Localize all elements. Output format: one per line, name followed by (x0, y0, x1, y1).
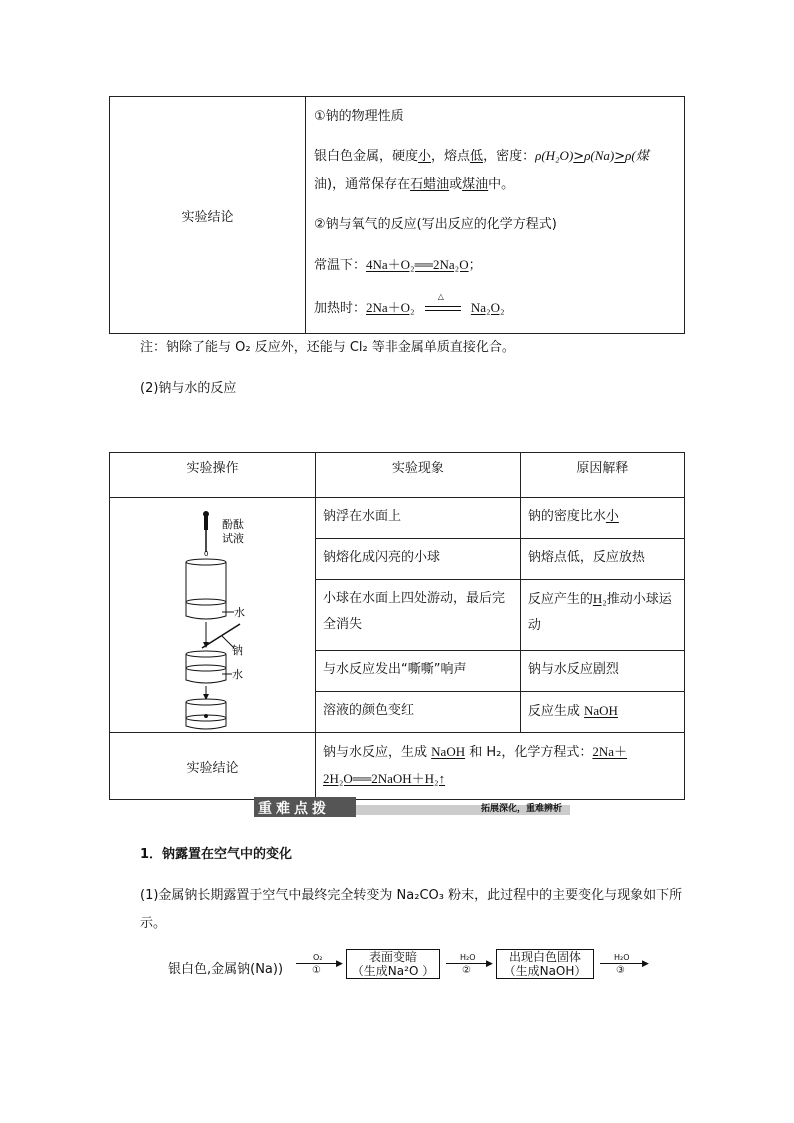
text: ； (468, 258, 482, 273)
flow-start: 银白色,金属钠(Na)) (168, 962, 284, 977)
gt-sign: > (573, 149, 585, 164)
phenomenon-1: 钠浮在水面上 (316, 498, 521, 539)
physical-line2 (314, 173, 514, 192)
text: 和 H₂，化学方程式： (469, 745, 593, 760)
physical-title: ①钠的物理性质 (314, 109, 404, 124)
box1-line2: （生成Na²O ） (351, 964, 435, 978)
text: 或 (449, 177, 463, 192)
sodium-label: 钠 (232, 644, 243, 657)
box2-line2: （生成NaOH） (503, 964, 587, 978)
svg-text:0: 0 (204, 550, 209, 558)
heat-condition-sign (425, 291, 461, 316)
phenomenon-3: 小球在水面上四处游动，最后完全消失 (316, 580, 521, 651)
text: 钠的密度比水 (527, 509, 606, 524)
equation-part-1: 2Na＋ (592, 744, 628, 759)
water-label-2: 水 (232, 668, 243, 681)
flow-step3-reagent: H₂O (614, 953, 630, 962)
header-reason: 原因解释 (520, 453, 684, 498)
text: 反应生成 (527, 704, 580, 719)
sodium-water-diagram (110, 498, 315, 730)
flow-step1-num: ① (312, 965, 321, 976)
density-oil: ρ(煤 (625, 148, 649, 163)
heat-condition: △ (437, 291, 444, 301)
heat-left: 2Na＋O₂ (366, 300, 415, 315)
text: ，熔点 (431, 149, 471, 164)
storage-1: 石蜡油 (410, 177, 450, 192)
table1-content (306, 97, 685, 334)
banner-subtitle: 拓展深化，重难辨析 (480, 804, 562, 814)
equation-part-2: 2H₂O══2NaOH＋H₂↑ (323, 771, 446, 786)
reason-3 (520, 580, 684, 651)
banner-title: 重难点拨 (258, 801, 330, 817)
indicator-label-2: 试液 (222, 532, 244, 545)
hardness-value: 小 (418, 149, 432, 164)
gt-sign: > (614, 149, 626, 164)
phenomenon-2: 钠熔化成闪亮的小球 (316, 539, 521, 580)
physical-line1 (314, 145, 649, 164)
header-phenomenon: 实验现象 (316, 453, 521, 498)
flow-box-1 (346, 949, 440, 979)
table2-conclusion-label: 实验结论 (110, 733, 316, 800)
table2-conclusion (316, 733, 685, 800)
underlined: H₂ (592, 591, 607, 606)
underlined: 小 (605, 509, 619, 524)
underlined: NaOH (584, 703, 618, 718)
flow-box-2 (496, 949, 594, 979)
density-water: ρ(H₂O) (535, 148, 574, 163)
reason-1 (520, 498, 684, 539)
text: 常温下： (314, 258, 367, 273)
text: 钠与水反应剧烈 (527, 662, 619, 677)
flow-step3-num: ③ (616, 965, 625, 976)
normal-temp-line (314, 254, 482, 273)
flow-step1-reagent: O₂ (313, 953, 323, 962)
flow-step2-num: ② (462, 965, 471, 976)
flow-step2-reagent: H₂O (460, 953, 476, 962)
note-text: 注：钠除了能与 O₂ 反应外，还能与 Cl₂ 等非金属单质直接化合。 (140, 340, 515, 355)
indicator-label-1: 酚酞 (222, 518, 244, 531)
phenomenon-4: 与水反应发出“嘶嘶”响声 (316, 651, 521, 692)
reason-2 (520, 539, 684, 580)
box1-line1: 表面变暗 (368, 950, 417, 964)
water-label-1: 水 (234, 606, 245, 619)
section-2-title: (2)钠与水的反应 (140, 381, 237, 396)
experiment-diagram (110, 498, 316, 733)
text: ，密度： (483, 149, 536, 164)
text: 油)，通常保存在 (314, 177, 411, 192)
text: 银白色金属，硬度 (314, 149, 419, 164)
naoh: NaOH (431, 744, 466, 759)
density-na: ρ(Na) (584, 148, 615, 163)
phenomenon-5: 溶液的颜色变红 (316, 692, 521, 733)
header-operation: 实验操作 (110, 453, 316, 498)
storage-2: 煤油 (462, 177, 489, 192)
sodium-water-table (109, 452, 685, 800)
box2-line1: 出现白色固体 (508, 950, 581, 964)
section-3-paragraph: (1)金属钠长期露置于空气中最终完全转变为 Na₂CO₃ 粉末，此过程中的主要变化与现象如下所示。 (140, 888, 683, 931)
reason-5 (520, 692, 684, 733)
heat-right: Na₂O₂ (470, 300, 505, 315)
conclusion-table-1 (109, 96, 685, 334)
mp-value: 低 (470, 149, 484, 164)
heat-line (314, 291, 505, 316)
text: 反应产生的 (527, 592, 593, 607)
normal-temp-equation: 4Na＋O₂══2Na₂O (366, 257, 469, 272)
oxygen-title: ②钠与氧气的反应(写出反应的化学方程式) (314, 217, 557, 232)
section-3-title: 1．钠露置在空气中的变化 (140, 847, 293, 862)
key-points-banner (254, 797, 570, 817)
text: 加热时： (314, 301, 367, 316)
text: 钠熔点低，反应放热 (527, 550, 645, 565)
text: 钠与水反应，生成 (323, 745, 428, 760)
table1-label: 实验结论 (110, 97, 306, 334)
text: 推动小球运动 (527, 592, 672, 633)
text: 中。 (488, 177, 515, 192)
reason-4 (520, 651, 684, 692)
